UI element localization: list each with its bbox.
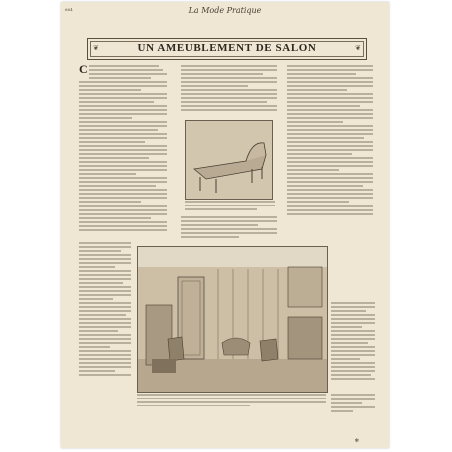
- salon-room-figure: [137, 246, 328, 393]
- title-banner: [87, 38, 367, 60]
- page-number: 664: [65, 7, 73, 12]
- text-column-left-narrow: [79, 242, 131, 378]
- text-column-middle-top: [181, 65, 277, 113]
- text-column-left: [79, 81, 167, 233]
- text-column-bottom-right: [331, 394, 375, 414]
- chaise-longue-figure: [185, 120, 273, 200]
- text-column-right: [287, 65, 373, 217]
- article-title: UN AMEUBLEMENT DE SALON: [137, 42, 317, 54]
- text-column-left-top: [89, 65, 167, 81]
- salon-room-illustration: [138, 247, 327, 392]
- star-icon: ✻: [354, 438, 359, 444]
- scroll-ornament-icon: ❦: [93, 44, 99, 52]
- text-column-middle-bottom: [181, 216, 277, 240]
- chaise-longue-illustration: [186, 121, 272, 199]
- figure-caption-1: [185, 201, 275, 212]
- text-column-right-narrow: [331, 302, 375, 382]
- scroll-ornament-icon: ❦: [355, 44, 361, 52]
- document-page: [61, 2, 389, 448]
- masthead: La Mode Pratique: [188, 6, 262, 15]
- drop-cap: C: [79, 62, 88, 76]
- figure-caption-2: [137, 394, 326, 408]
